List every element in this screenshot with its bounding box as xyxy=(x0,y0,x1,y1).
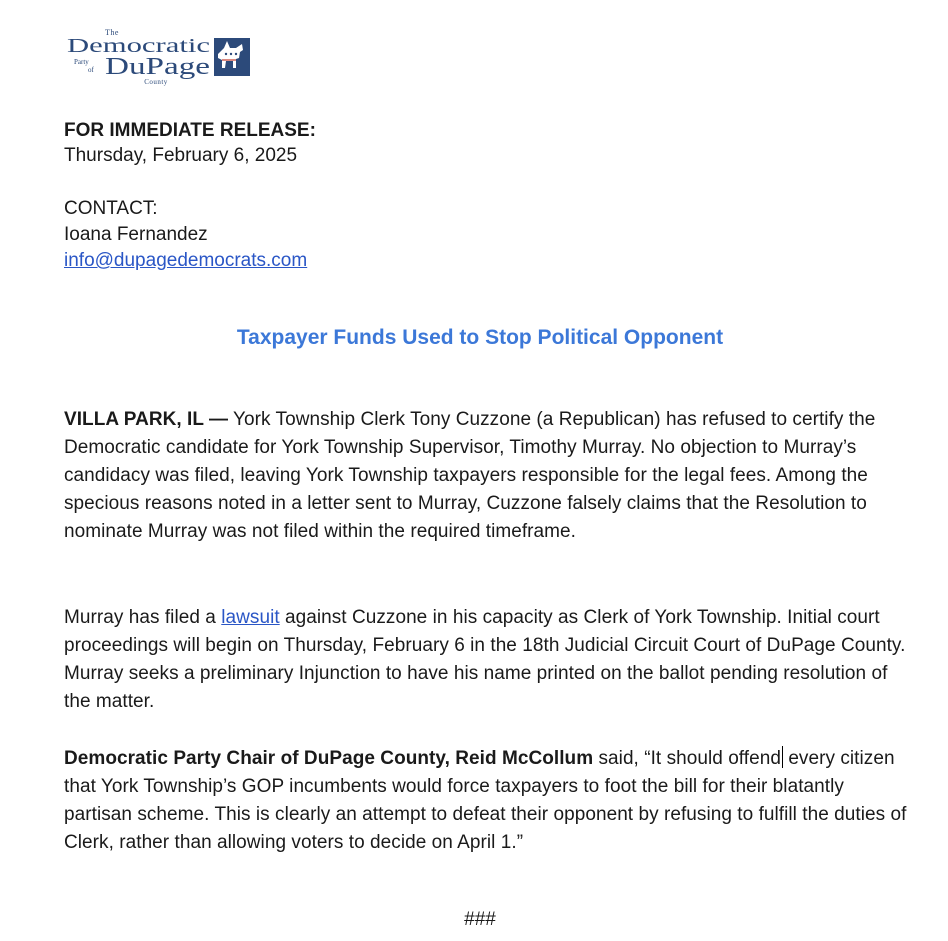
logo-text-party: Party xyxy=(74,58,89,66)
body-paragraph-3 xyxy=(64,745,909,857)
logo-text-of: of xyxy=(88,66,94,74)
contact-email xyxy=(64,248,307,274)
donkey-icon xyxy=(214,38,250,76)
body-paragraph-2 xyxy=(64,604,909,716)
paragraph-2-text-end: against Cuzzone in his capacity as Clerk of York Township. Initial court proceedings will begin on Thursday, February 6 in the 18th Judicial Circuit Court of DuPage County. Murray seeks a preliminary Injunction to have his name printed on the ballot pending resolution of the matter. xyxy=(64,607,906,712)
dateline: VILLA PARK, IL — xyxy=(64,409,229,430)
paragraph-1-text: York Township Clerk Tony Cuzzone (a Republican) has refused to certify the Democratic candidate for York Township Supervisor, Timothy Murray. No objection to Murray’s candidacy was filed, leaving York Township taxpayers responsible for the legal fees. Among the specious reasons noted in a letter sent to Murray, Cuzzone falsely claims that the Resolution to nominate Murray was not filed within the required timeframe. xyxy=(64,409,876,542)
quote-attribution: Democratic Party Chair of DuPage County, Reid McCollum xyxy=(64,748,594,769)
party-logo xyxy=(66,28,256,86)
end-mark: ### xyxy=(464,909,496,930)
logo-text-democratic: Democratic xyxy=(67,35,211,57)
release-heading: FOR IMMEDIATE RELEASE: xyxy=(64,120,316,141)
logo-text-the: The xyxy=(105,28,119,37)
body-paragraph-1 xyxy=(64,406,909,546)
press-release-headline: Taxpayer Funds Used to Stop Political Opponent xyxy=(236,326,724,349)
lawsuit-link[interactable]: lawsuit xyxy=(221,607,280,628)
paragraph-2-text-start: Murray has filed a xyxy=(64,607,222,628)
release-date: Thursday, February 6, 2025 xyxy=(64,145,298,166)
logo-text-dupage: DuPage xyxy=(105,54,210,80)
contact-name: Ioana Fernandez xyxy=(64,224,208,245)
quote-text-rest: every citizen that York Township’s GOP incumbents would force taxpayers to foot the bill for their blatantly partisan scheme. This is clearly an attempt to defeat their opponent by refusing to fulfill the duties of Clerk, rather than allowing voters to decide on April 1.” xyxy=(64,748,907,853)
party-logo-graphic xyxy=(66,28,256,86)
quote-text-start: said, “It should offend xyxy=(593,748,781,769)
contact-email-link[interactable]: info@dupagedemocrats.com xyxy=(64,250,308,271)
contact-label: CONTACT: xyxy=(64,198,158,219)
logo-text-county: County xyxy=(144,78,168,86)
